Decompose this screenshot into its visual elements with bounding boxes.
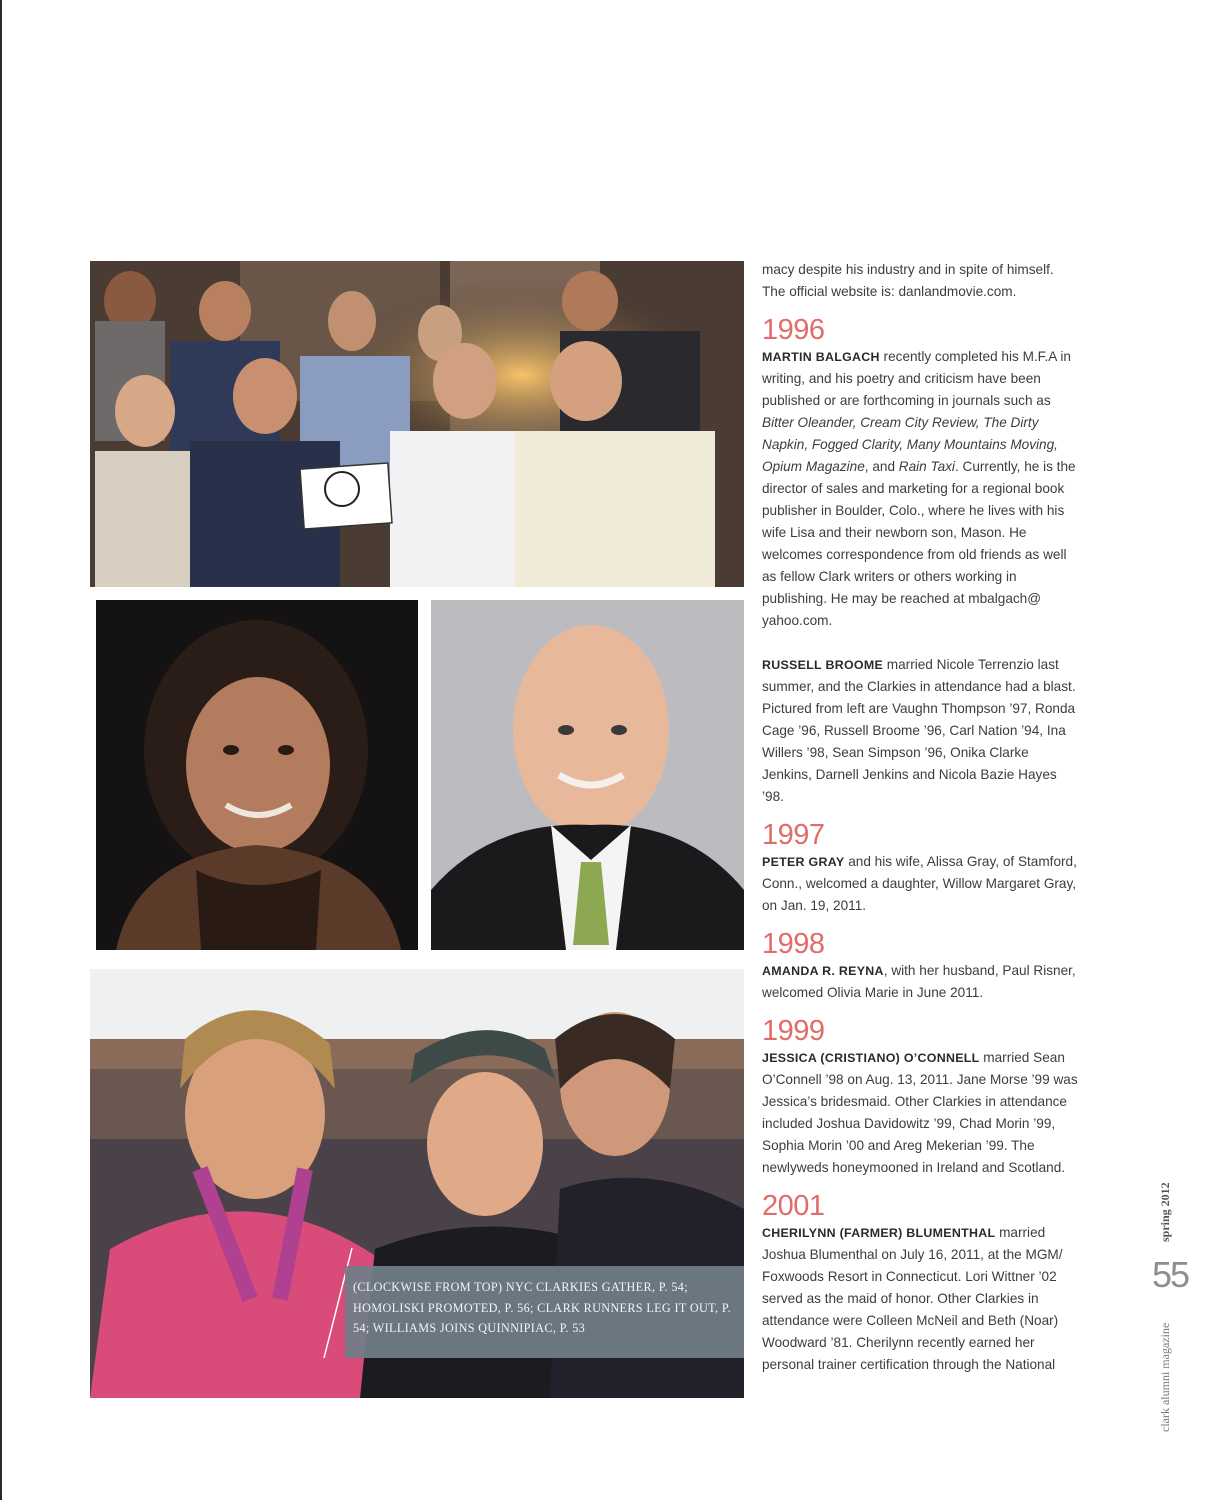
note-broome-name: RUSSELL BROOME [762, 658, 884, 672]
page-edge-rule [0, 0, 2, 1500]
year-heading-1996: 1996 [762, 314, 825, 346]
class-notes-column [762, 259, 1080, 1376]
photo-nyc-clarkies-gather [90, 261, 744, 587]
note-oconnell-name: JESSICA (CRISTIANO) O’CONNELL [762, 1051, 980, 1065]
year-heading-2001: 2001 [762, 1190, 825, 1222]
note-balgach: MARTIN BALGACH recently completed his M.F.A in writing, and his poetry and criticism have been published or are forthcoming in journals such as Bitter Oleander, Cream City Review, The Dirty Napkin, Fogged Clarity, Many Mountains Moving, Opium Magazine, and Rain Taxi. Currently, he is the director of sales and marketing for a regional book publisher in Boulder, Colo., where he lives with his wife Lisa and their newborn son, Mason. He welcomes correspondence from old friends as well as fellow Clark writers or others working in publishing. He may be reached at mbalgach@ yahoo.com. [762, 349, 1076, 628]
note-balgach-name: MARTIN BALGACH [762, 350, 880, 364]
note-oconnell: JESSICA (CRISTIANO) O’CONNELL married Sean O’Connell ’98 on Aug. 13, 2011. Jane Morse ’99 was Jessica’s bridesmaid. Other Clarkies in attendance included Joshua Davidowitz ’99, Chad Morin ’99, Sophia Morin ’00 and Areg Mekerian ’99. The newlyweds honeymooned in Ireland and Scotland. [762, 1050, 1078, 1175]
intro-paragraph: macy despite his industry and in spite of himself. The official website is: danlandmovie.com. [762, 262, 1054, 299]
year-heading-1999: 1999 [762, 1015, 825, 1047]
note-reyna: AMANDA R. REYNA, with her husband, Paul Risner, welcomed Olivia Marie in June 2011. [762, 963, 1076, 1000]
photo-williams-portrait [431, 600, 744, 950]
photo-caption-text: (CLOCKWISE FROM TOP) NYC CLARKIES GATHER, P. 54; HOMOLISKI PROMOTED, P. 56; CLARK RUNNERS LEG IT OUT, P. 54; WILLIAMS JOINS QUINNIPIAC, P. 53 [353, 1280, 732, 1335]
note-gray: PETER GRAY and his wife, Alissa Gray, of Stamford, Conn., welcomed a daughter, Willow Margaret Gray, on Jan. 19, 2011. [762, 854, 1077, 913]
issue-season: spring 2012 [1158, 1182, 1172, 1242]
note-blumenthal: CHERILYNN (FARMER) BLUMENTHAL married Joshua Blumenthal on July 16, 2011, at the MGM/ Foxwoods Resort in Connecticut. Lori Wittner ’02 served as the maid of honor. Other Clarkies in attendance were Colleen McNeil and Beth (Noar) Woodward ’81. Cherilynn recently earned her personal trainer certification through the National [762, 1225, 1063, 1372]
note-blumenthal-name: CHERILYNN (FARMER) BLUMENTHAL [762, 1226, 996, 1240]
year-heading-1997: 1997 [762, 819, 825, 851]
year-heading-1998: 1998 [762, 928, 825, 960]
photo-caption [345, 1266, 744, 1358]
note-broome: RUSSELL BROOME married Nicole Terrenzio last summer, and the Clarkies in attendance had a blast. Pictured from left are Vaughn Thompson ’97, Ronda Cage ’96, Russell Broome ’96, Carl Nation ’94, Ina Willers ’98, Sean Simpson ’96, Onika Clarke Jenkins, Darnell Jenkins and Nicola Bazie Hayes ’98. [762, 657, 1076, 804]
photo-homoliski-portrait [96, 600, 418, 950]
note-reyna-name: AMANDA R. REYNA [762, 964, 884, 978]
page-number: 55 [1151, 1254, 1189, 1295]
note-gray-name: PETER GRAY [762, 855, 845, 869]
magazine-name: clark alumni magazine [1158, 1322, 1172, 1432]
